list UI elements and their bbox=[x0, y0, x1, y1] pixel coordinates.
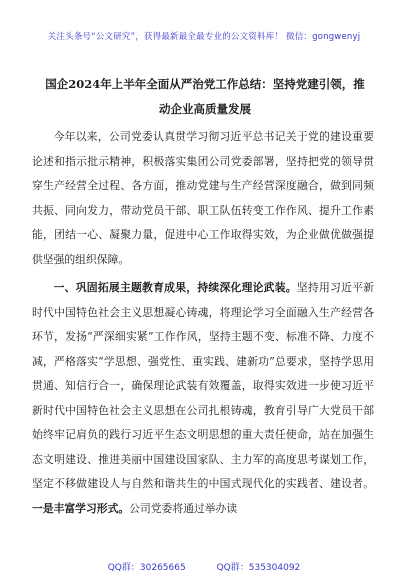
document-body bbox=[32, 125, 374, 521]
paragraph-section-1 bbox=[32, 276, 374, 521]
top-banner: 关注头条号“公文研究”，获得最新最全最专业的公文资料库！ 微信：gongwenyj bbox=[47, 32, 361, 42]
sub-point-heading: 一是丰富学习形式。 bbox=[32, 501, 130, 515]
document-title: 国企2024年上半年全面从严治党工作总结：坚持党建引领，推动企业高质量发展 bbox=[45, 77, 365, 116]
paragraph-text: 今年以来，公司党委认真贯学习彻习近平总书记关于党的建设重要论述和指示批示精神，积极落实集团公司党委部署，坚持把党的领导贯穿生产经营全过程、各方面，推动党建与生产经营深度融合，做到同频共振、同向发力，带动党员干部、职工队伍转变工作作风、提升工作素能，团结一心、凝聚力量，促进中心工作取得实效，为企业做优做强提供坚强的组织保障。 bbox=[32, 130, 374, 266]
paragraph-intro bbox=[32, 125, 374, 272]
footer-qq-group-2: QQ群：535304092 bbox=[216, 563, 301, 573]
paragraph-text-continued: 公司党委将通过举办读 bbox=[129, 501, 238, 515]
footer-qq-group-1: QQ群：30265665 bbox=[107, 563, 186, 573]
section-heading: 一、巩固拓展主题教育成果，持续深化理论武装。 bbox=[53, 281, 297, 294]
footer-contacts bbox=[0, 560, 408, 573]
paragraph-text: 坚持用习近平新时代中国特色社会主义思想凝心铸魂，将理论学习全面融入生产经营各环节，发扬“严深细实紧”工作作风，坚持主题不变、标准不降、力度不减，严格落实“学思想、强党性、重实践、建新功”总要求，坚持学思用贯通、知信行合一，确保理论武装有效覆盖，取得实效进一步使习近平新时代中国特色社会主义思想在公司扎根铸魂，教育引导广大党员干部始终牢记肩负的践行习近平生态文明思想的重大责任使命，站在加强生态文明建设、推进美丽中国建设国家队、主力军的高度思考谋划工作，坚定不移做建设人与自然和谐共生的中国式现代化的实践者、建设者。 bbox=[32, 281, 375, 490]
